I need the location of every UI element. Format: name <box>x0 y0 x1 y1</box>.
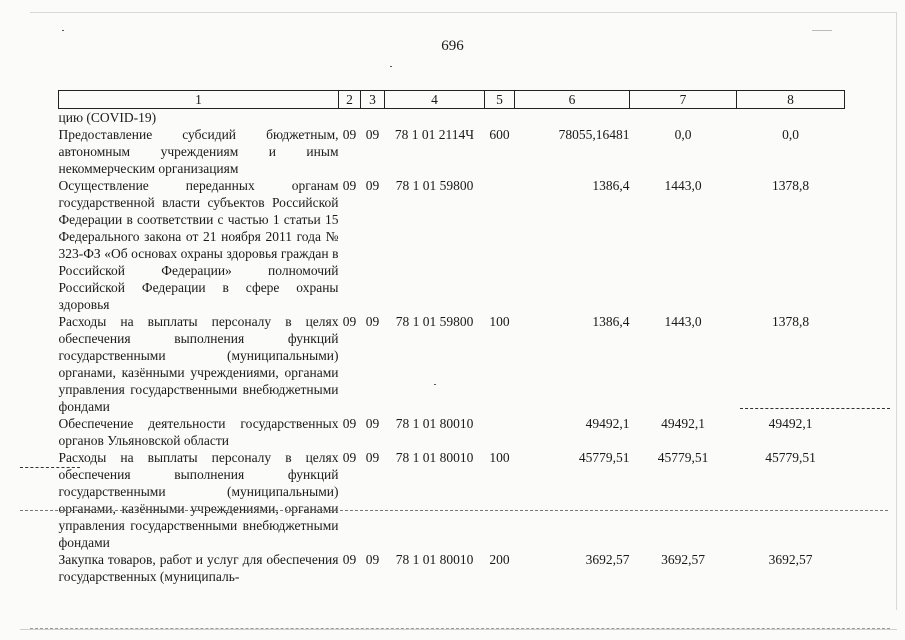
row-amount-year1: 49492,1 <box>585 416 630 431</box>
scan-line-artifact <box>20 510 888 511</box>
row-description: Расходы на выплаты персоналу в целях обеспечения выполнения функций государственными (муниципальными) органами, казёнными учреждениями, органами управления государственными внебюджетными фондами <box>58 314 339 414</box>
col-header-5: 5 <box>485 91 515 109</box>
row-amount-year1: 3692,57 <box>585 552 630 567</box>
table-row <box>59 415 845 449</box>
scan-line-artifact <box>20 467 80 468</box>
row-amount-year3: 0,0 <box>782 127 799 142</box>
col-header-8: 8 <box>737 91 845 109</box>
row-amount-year2: 45779,51 <box>657 450 709 465</box>
col-header-7: 7 <box>630 91 737 109</box>
continuation-row <box>59 109 845 127</box>
row-target-code: 78 1 01 80010 <box>395 552 474 567</box>
row-section: 09 <box>342 127 357 142</box>
row-amount-year3: 1378,8 <box>771 178 810 193</box>
row-amount-year2: 49492,1 <box>661 416 705 431</box>
row-expense-type: 200 <box>489 552 510 567</box>
page-number: 696 <box>441 38 464 54</box>
row-amount-year3: 1378,8 <box>771 314 810 329</box>
scan-speck <box>62 30 64 31</box>
col-header-6: 6 <box>515 91 630 109</box>
scan-speck <box>812 30 832 31</box>
row-target-code: 78 1 01 80010 <box>395 450 474 465</box>
row-subsection: 09 <box>365 552 380 567</box>
row-amount-year2: 1443,0 <box>664 178 702 193</box>
row-amount-year2: 1443,0 <box>664 314 702 329</box>
row-target-code: 78 1 01 59800 <box>395 314 474 329</box>
scan-line-artifact <box>740 408 890 409</box>
table-row <box>59 126 845 177</box>
col-header-2: 2 <box>339 91 361 109</box>
continuation-text: цию (COVID-19) <box>58 110 157 125</box>
scan-border-top <box>30 12 897 13</box>
row-description: Обеспечение деятельности государственных органов Ульяновской области <box>58 416 339 448</box>
row-amount-year1: 78055,16481 <box>558 127 630 142</box>
row-description: Закупка товаров, работ и услуг для обеспечения государственных (муниципаль- <box>58 552 339 584</box>
scan-speck <box>390 66 392 67</box>
row-section: 09 <box>342 450 357 465</box>
row-subsection: 09 <box>365 450 380 465</box>
scan-border-right <box>896 12 897 610</box>
row-target-code: 78 1 01 80010 <box>395 416 474 431</box>
row-section: 09 <box>342 416 357 431</box>
row-description: Предоставление субсидий бюджетным, автономным учреждениям и иным некоммерческим организациям <box>58 127 339 176</box>
scan-speck <box>434 384 436 385</box>
table-row <box>59 313 845 415</box>
col-header-3: 3 <box>361 91 385 109</box>
row-target-code: 78 1 01 2114Ч <box>394 127 475 142</box>
row-amount-year3: 3692,57 <box>768 552 813 567</box>
row-subsection: 09 <box>365 314 380 329</box>
row-description: Расходы на выплаты персоналу в целях обеспечения выполнения функций государственными (муниципальными) органами, казёнными учреждениями, органами управления государственными внебюджетными фондами <box>58 450 339 550</box>
row-section: 09 <box>342 314 357 329</box>
row-amount-year2: 3692,57 <box>661 552 705 567</box>
scan-line-artifact <box>30 628 890 629</box>
row-target-code: 78 1 01 59800 <box>395 178 474 193</box>
col-header-4: 4 <box>385 91 485 109</box>
scan-border-bottom <box>20 629 897 630</box>
row-expense-type: 600 <box>489 127 510 142</box>
table-row <box>59 551 845 585</box>
row-expense-type <box>485 415 515 449</box>
row-subsection: 09 <box>365 127 380 142</box>
row-amount-year2: 0,0 <box>674 127 692 142</box>
row-amount-year3: 45779,51 <box>765 450 816 465</box>
header-row <box>59 91 845 109</box>
row-amount-year1: 1386,4 <box>592 314 630 329</box>
row-description: Осуществление переданных органам государственной власти субъектов Российской Федерации в соответствии с частью 1 статьи 15 Федерального закона от 21 ноября 2011 года № 323-ФЗ «Об основах охраны здоровья граждан в Российской Федерации» полномочий Российской Федерации в сфере охраны здоровья <box>58 178 339 312</box>
row-section: 09 <box>342 178 357 193</box>
row-subsection: 09 <box>365 178 380 193</box>
row-amount-year3: 49492,1 <box>768 416 813 431</box>
row-amount-year1: 1386,4 <box>592 178 630 193</box>
table-row <box>59 177 845 313</box>
col-header-1: 1 <box>59 91 339 109</box>
row-section: 09 <box>342 552 357 567</box>
row-amount-year1: 45779,51 <box>578 450 630 465</box>
table-row <box>59 449 845 551</box>
row-expense-type <box>485 177 515 313</box>
row-subsection: 09 <box>365 416 380 431</box>
row-expense-type: 100 <box>489 450 510 465</box>
row-expense-type: 100 <box>489 314 510 329</box>
